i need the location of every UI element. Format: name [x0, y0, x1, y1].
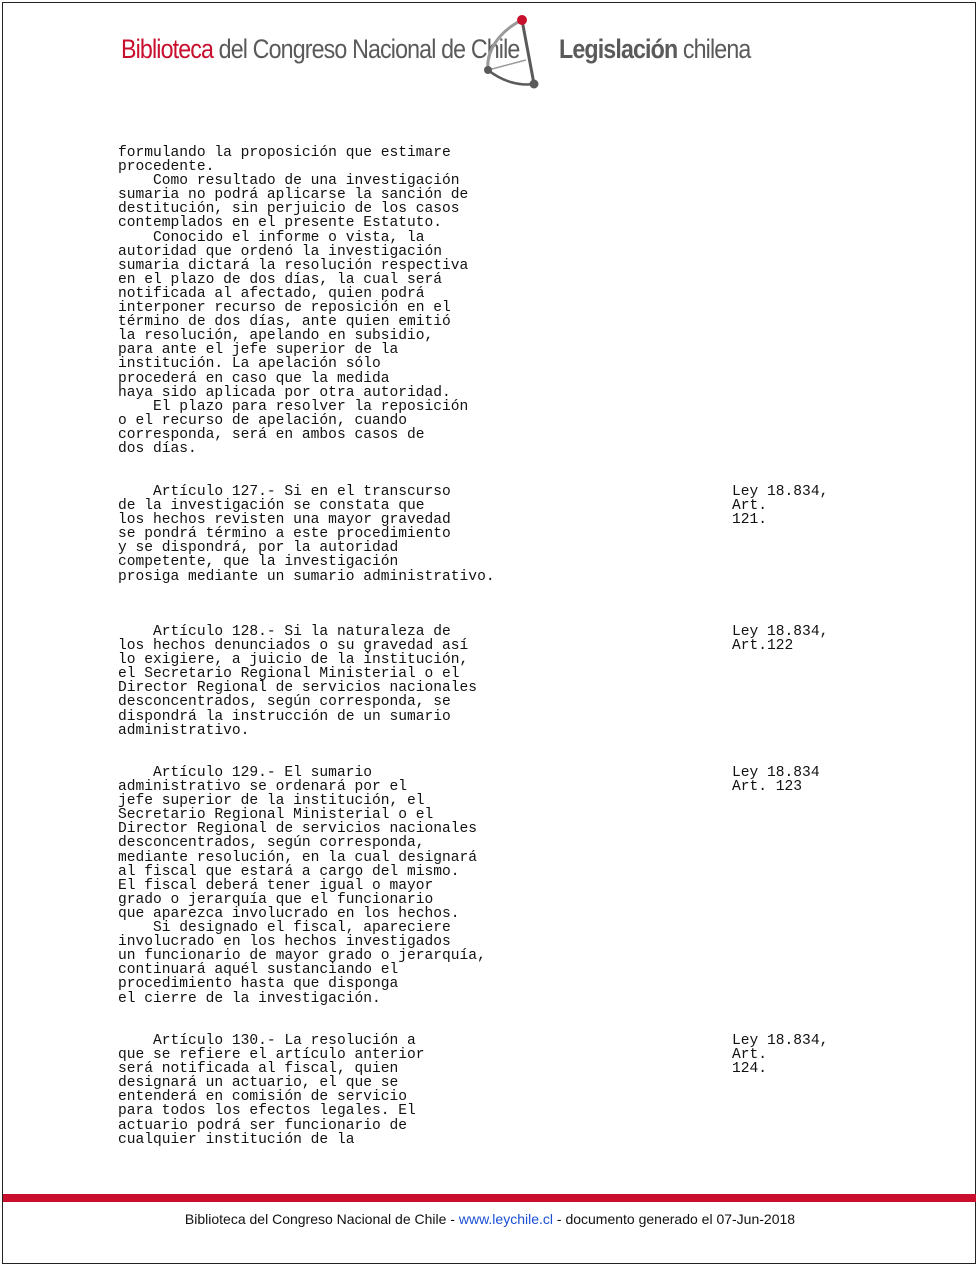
brand-chilena: chilena — [677, 34, 751, 64]
footer-prefix: Biblioteca del Congreso Nacional de Chile - — [184, 1211, 459, 1227]
page-header — [0, 0, 980, 110]
brand-biblioteca: Biblioteca — [121, 34, 214, 64]
brand-legislacion: Legislación — [559, 34, 678, 64]
bcn-triangle-logo-icon — [478, 12, 558, 102]
article-129-note: Ley 18.834 Art. 123 — [732, 765, 820, 796]
article-130-text: Artículo 130.- La resolución a que se refiere el artículo anterior será notificada al fiscal, quien designará un actuario, el que se entenderá en comisión de servicio para todos los efectos legales. El actuario podrá ser funcionario de cualquier institución de la — [118, 1033, 425, 1148]
intro-text-block: formulando la proposición que estimare procedente. Como resultado de una investigación sumaria no podrá aplicarse la sanción de destitución, sin perjuicio de los casos contemplados en el presente Estatuto. Conocido el informe o vista, la autoridad que ordenó la investigación sumaria dictará la resolución respectiva en el plazo de dos días, la cual será notificada al afectado, quien podrá interponer recurso de reposición en el término de dos días, ante quien emitió la resolución, apelando en subsidio, para ante el jefe superior de la institución. La apelación sólo procederá en caso que la medida haya sido aplicada por otra autoridad. El plazo para resolver la reposición o el recurso de apelación, cuando corresponda, será en ambos casos de dos días. — [118, 145, 469, 457]
bcn-brand-name — [121, 34, 519, 65]
footer-suffix: - documento generado el 07-Jun-2018 — [553, 1211, 796, 1227]
page-footer — [0, 1211, 980, 1227]
article-127-text: Artículo 127.- Si en el transcurso de la investigación se constata que los hechos revisten una mayor gravedad se pondrá término a este procedimiento y se dispondrá, por la autoridad competente, que la investigación prosiga mediante un sumario administrativo. — [118, 484, 495, 585]
article-130-note: Ley 18.834, Art. 124. — [732, 1033, 829, 1078]
footer-divider-bar — [3, 1194, 976, 1202]
article-128-note: Ley 18.834, Art.122 — [732, 624, 829, 655]
footer-link[interactable]: www.leychile.cl — [458, 1211, 553, 1227]
article-128-text: Artículo 128.- Si la naturaleza de los hechos denunciados o su gravedad así lo exigiere, a juicio de la institución, el Secretario Regional Ministerial o el Director Regional de servicios nacionales desconcentrados, según corresponda, se dispondrá la instrucción de un sumario administrativo. — [118, 624, 478, 739]
legislacion-chilena-brand — [559, 34, 750, 65]
brand-congreso: del Congreso Nacional de Chile — [213, 34, 520, 64]
article-129-text: Artículo 129.- El sumario administrativo se ordenará por el jefe superior de la institución, el Secretario Regional Ministerial o el Director Regional de servicios nacionales desconcentrados, según corresponda, mediante resolución, en la cual designará al fiscal que estará a cargo del mismo. El fiscal deberá tener igual o mayor grado o jerarquía que el funcionario que aparezca involucrado en los hechos. Si designado el fiscal, apareciere involucrado en los hechos investigados un funcionario de mayor grado o jerarquía, continuará aquél sustanciando el procedimiento hasta que disponga el cierre de la investigación. — [118, 765, 486, 1007]
article-127-note: Ley 18.834, Art. 121. — [732, 484, 829, 529]
